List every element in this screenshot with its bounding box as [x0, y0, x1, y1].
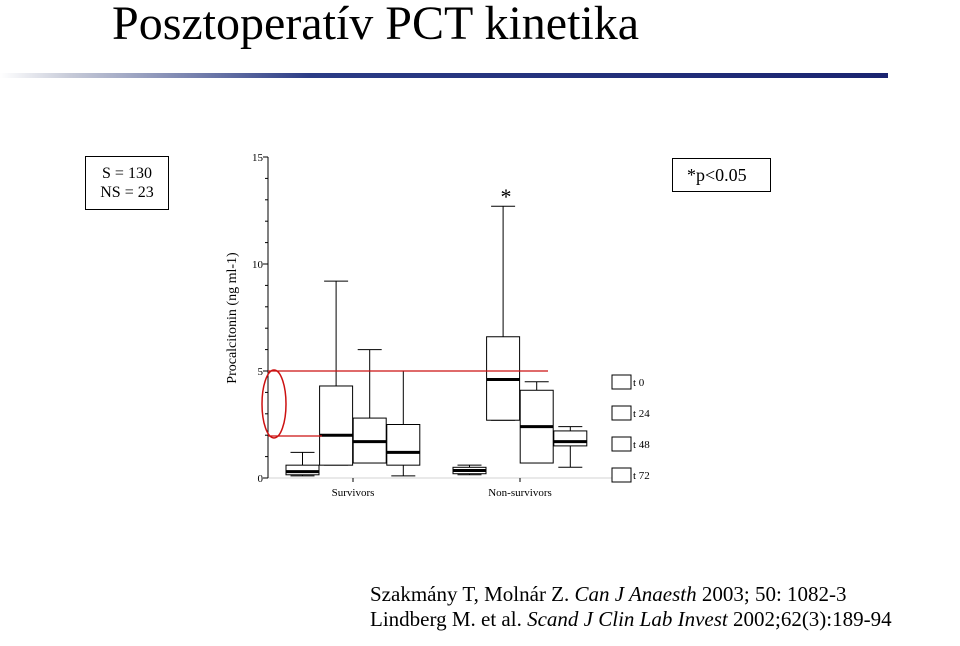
legend-swatch — [612, 375, 631, 389]
reference-2-journal: Scand J Clin Lab Invest — [527, 607, 728, 631]
reference-1 — [370, 582, 892, 607]
y-tick-label: 0 — [257, 473, 263, 485]
reference-2 — [370, 607, 892, 632]
reference-2-authors: Lindberg M. et al. — [370, 607, 528, 631]
legend-swatch — [612, 437, 631, 451]
p-value-box: *p<0.05 — [672, 158, 771, 192]
slide-title: Posztoperatív PCT kinetika — [112, 0, 640, 50]
reference-1-authors: Szakmány T, Molnár Z. — [370, 582, 575, 606]
survivor-count: S = 130 — [102, 165, 152, 182]
x-tick-label: Survivors — [331, 487, 375, 499]
y-tick-label: 10 — [252, 259, 263, 271]
y-tick-label: 5 — [257, 366, 263, 378]
box-iqr — [554, 431, 587, 446]
legend-label: t 0 — [633, 377, 645, 389]
y-tick-label: 15 — [252, 152, 263, 164]
reference-1-journal: Can J Anaesth — [574, 582, 697, 606]
reference-1-details: 2003; 50: 1082-3 — [696, 582, 847, 606]
box-iqr — [387, 425, 420, 466]
significance-marker: * — [500, 184, 512, 209]
y-axis-title: Procalcitonin (ng ml-1) — [225, 252, 240, 384]
reference-2-details: 2002;62(3):189-94 — [727, 607, 892, 631]
legend-label: t 72 — [633, 470, 650, 482]
legend-label: t 48 — [633, 439, 650, 451]
non-survivor-count: NS = 23 — [100, 184, 154, 201]
legend-swatch — [612, 406, 631, 420]
box-iqr — [286, 465, 319, 475]
legend-swatch — [612, 468, 631, 482]
highlight-ellipse — [262, 370, 286, 438]
box-iqr — [320, 386, 353, 465]
references — [370, 582, 892, 632]
legend-label: t 24 — [633, 408, 650, 420]
x-tick-label: Non-survivors — [488, 487, 552, 499]
